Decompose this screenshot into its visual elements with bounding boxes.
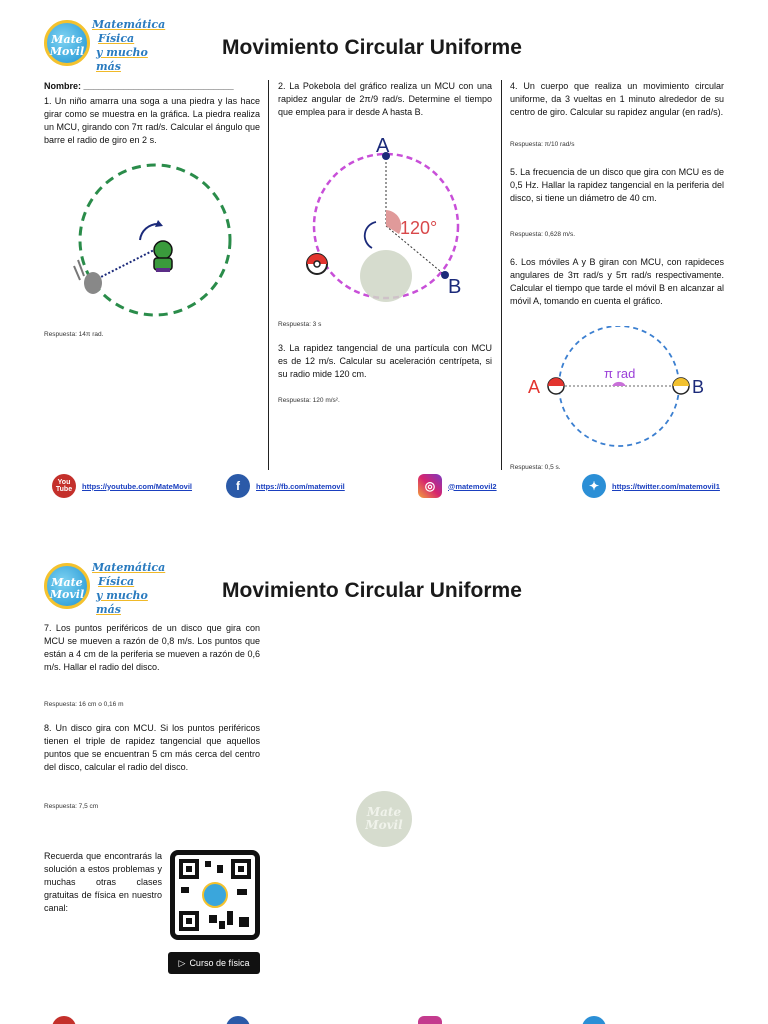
page-title: Movimiento Circular Uniforme: [222, 579, 522, 602]
logo-tagline: Matemática Física y mucho más: [92, 561, 166, 616]
twitter-icon: ✦: [582, 474, 606, 498]
youtube-icon: You Tube: [52, 474, 76, 498]
column-1: [44, 80, 260, 149]
pokeball-icon: [307, 254, 327, 274]
answer-2: Respuesta: 3 s: [278, 321, 322, 328]
page-title: Movimiento Circular Uniforme: [222, 36, 522, 59]
logo-badge: Mate Movil: [44, 20, 90, 66]
facebook-icon: f: [226, 474, 250, 498]
watermark-logo: Mate Movil: [356, 791, 412, 847]
column-2: [278, 80, 492, 121]
twitter-link[interactable]: [582, 474, 720, 498]
answer-3: Respuesta: 120 m/s².: [278, 397, 340, 404]
figure-mobiles: [524, 326, 714, 452]
youtube-url[interactable]: https://youtube.com/MateMovil: [82, 481, 193, 491]
question-7: 7. Los puntos periféricos de un disco que gira con MCU se mueven a razón de 0,8 m/s. Los puntos que están a 4 cm de la periferia se mueven a razón de 0,6 m/s. Hallar el radio del disco.: [44, 623, 260, 672]
logo-tagline: Matemática Física y mucho más: [92, 18, 166, 73]
column-divider: [268, 80, 269, 470]
course-link-button[interactable]: ▷ Curso de física: [168, 952, 260, 974]
mobile-b-icon: [673, 378, 689, 394]
mobile-b-label: B: [692, 377, 705, 397]
question-4: 4. Un cuerpo que realiza un movimiento circular uniforme, da 3 vueltas en 1 minuto alrededor de su centro de giro. Calcular su rapidez angular (en rad/s).: [510, 81, 724, 117]
answer-6: Respuesta: 0,5 s.: [510, 464, 561, 471]
question-5-block: [510, 166, 724, 207]
child-icon: [154, 241, 172, 272]
youtube-link[interactable]: [52, 474, 192, 498]
rotation-arrow: [365, 222, 376, 248]
point-b-label: B: [448, 276, 462, 298]
reminder-block: [44, 850, 162, 917]
twitter-icon[interactable]: [582, 1016, 606, 1024]
instagram-icon[interactable]: [418, 1016, 442, 1024]
matemovil-logo: [44, 561, 166, 617]
question-7-block: [44, 622, 260, 676]
question-8: 8. Un disco gira con MCU. Si los puntos periféricos tienen el triple de rapidez tangencial que aquellos puntos que se encuentran 5 cm más cerca del centro del disco, calcular el radio del disco.: [44, 723, 260, 772]
column-divider: [501, 80, 502, 470]
answer-4: Respuesta: π/10 rad/s: [510, 141, 575, 148]
watermark-logo: [360, 250, 412, 302]
question-5: 5. La frecuencia de un disco que gira con MCU es de 0,5 Hz. Hallar la rapidez tangencial en la periferia del disco, si tiene un diámetro de 40 cm.: [510, 167, 724, 203]
angle-sector: [612, 382, 626, 386]
youtube-icon[interactable]: [52, 1016, 76, 1024]
column-3: [510, 80, 724, 121]
point-a-label: A: [376, 135, 390, 157]
figure-pokeball: [296, 130, 476, 310]
rope-line: [95, 247, 160, 280]
facebook-url[interactable]: https://fb.com/matemovil: [256, 481, 345, 491]
qr-pattern: [175, 855, 255, 935]
instagram-icon: ◎: [418, 474, 442, 498]
angle-sector: [386, 210, 401, 234]
mobile-a-icon: [548, 378, 564, 394]
answer-8: Respuesta: 7,5 cm: [44, 803, 99, 810]
play-icon: ▷: [178, 957, 186, 968]
facebook-icon[interactable]: [226, 1016, 250, 1024]
twitter-url[interactable]: https://twitter.com/matemovil1: [612, 481, 720, 491]
mobile-a-label: A: [528, 377, 541, 397]
matemovil-logo: [44, 18, 166, 74]
question-3: 3. La rapidez tangencial de una partícula con MCU es de 12 m/s. Calcular su aceleración centrípeta, si su radio mide 120 cm.: [278, 343, 492, 379]
instagram-link[interactable]: [418, 474, 497, 498]
question-6-block: [510, 256, 724, 310]
angle-label: π rad: [604, 366, 636, 381]
circular-path: [80, 165, 230, 315]
question-8-block: [44, 722, 260, 776]
channel-qr-code[interactable]: [170, 850, 260, 940]
facebook-link[interactable]: [226, 474, 345, 498]
question-6: 6. Los móviles A y B giran con MCU, con rapideces angulares de 3π rad/s y 5π rad/s respectivamente. Calcular el tiempo que tarde el móvil B en alcanzar al móvil A, tomando en cuenta el gráfico.: [510, 257, 724, 306]
figure-stone-rotation: [60, 160, 260, 320]
question-1: 1. Un niño amarra una soga a una piedra y las hace girar como se muestra en la gráfica. La piedra realiza un MCU, girando con 7π rad/s. Calcular el ángulo que barre el radio de giro en 2 s.: [44, 96, 260, 145]
angle-label: 120°: [400, 218, 438, 238]
name-field-label: Nombre: ______________________________: [44, 81, 234, 91]
stone-icon: [84, 272, 102, 294]
answer-7: Respuesta: 16 cm o 0,16 m: [44, 701, 124, 708]
instagram-handle[interactable]: @matemovil2: [448, 481, 497, 491]
answer-1: Respuesta: 14π rad.: [44, 331, 104, 338]
question-2: 2. La Pokebola del gráfico realiza un MCU con una rapidez angular de 2π/9 rad/s. Determine el tiempo que emplea para ir desde A hasta B.: [278, 81, 492, 117]
question-3-block: [278, 342, 492, 383]
answer-5: Respuesta: 0,628 m/s.: [510, 231, 576, 238]
reminder-text: Recuerda que encontrarás la solución a estos problemas y muchas otras clases gratuitas de física en nuestro canal:: [44, 851, 162, 913]
logo-badge: Mate Movil: [44, 563, 90, 609]
